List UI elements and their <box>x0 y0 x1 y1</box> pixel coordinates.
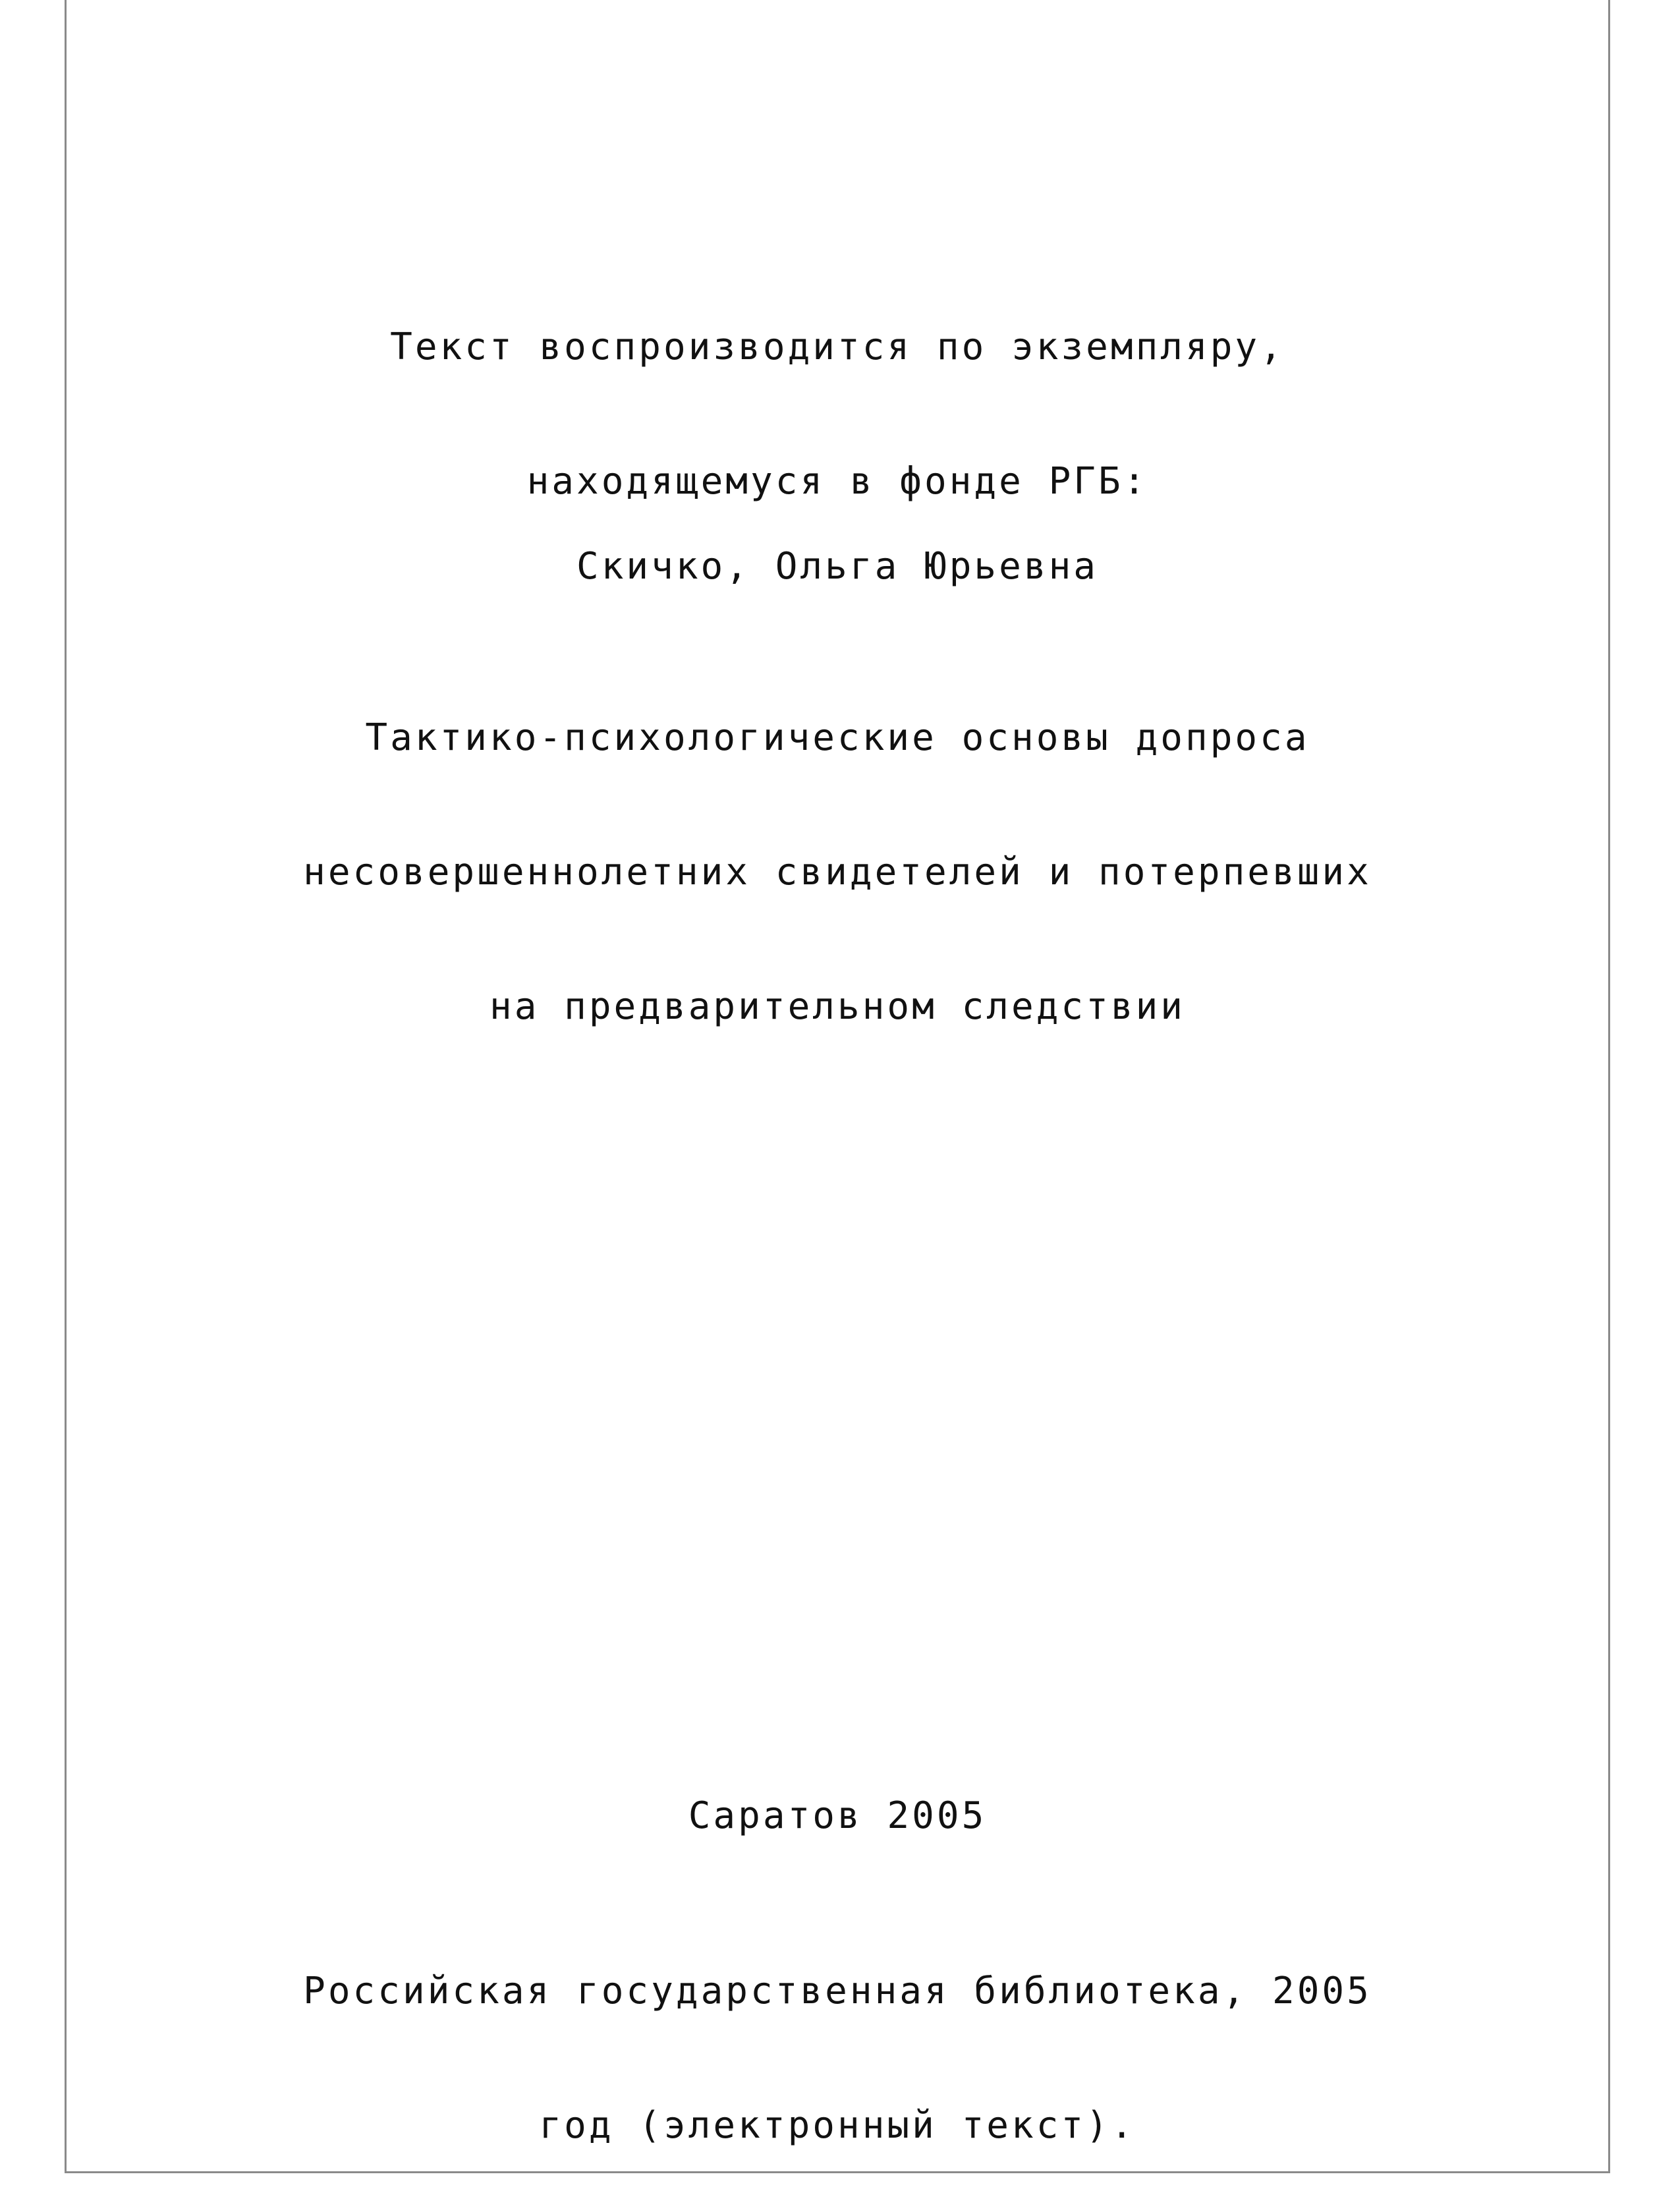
work-title <box>65 626 1610 1074</box>
imprint-text: Саратов 2005 <box>688 1794 987 1837</box>
work-title-line-3: на предварительном следствии <box>489 985 1185 1028</box>
author-name-text: Скичко, Ольга Юрьевна <box>576 545 1098 588</box>
author-name <box>65 455 1610 634</box>
imprint-city-year <box>65 1704 1610 1883</box>
work-title-line-2: несовершеннолетних свидетелей и потерпевших <box>303 851 1372 894</box>
work-title-line-1: Тактико-психологические основы допроса <box>365 716 1310 759</box>
library-note-line-1: Российская государственная библиотека, 2005 <box>303 1970 1372 2012</box>
source-notice-line-1: Текст воспроизводится по экземпляру, <box>390 326 1285 368</box>
source-notice-line-2: находящемуся в фонде РГБ: <box>526 460 1148 503</box>
library-note-line-2: год (электронный текст). <box>539 2104 1136 2147</box>
library-note <box>65 1879 1610 2193</box>
